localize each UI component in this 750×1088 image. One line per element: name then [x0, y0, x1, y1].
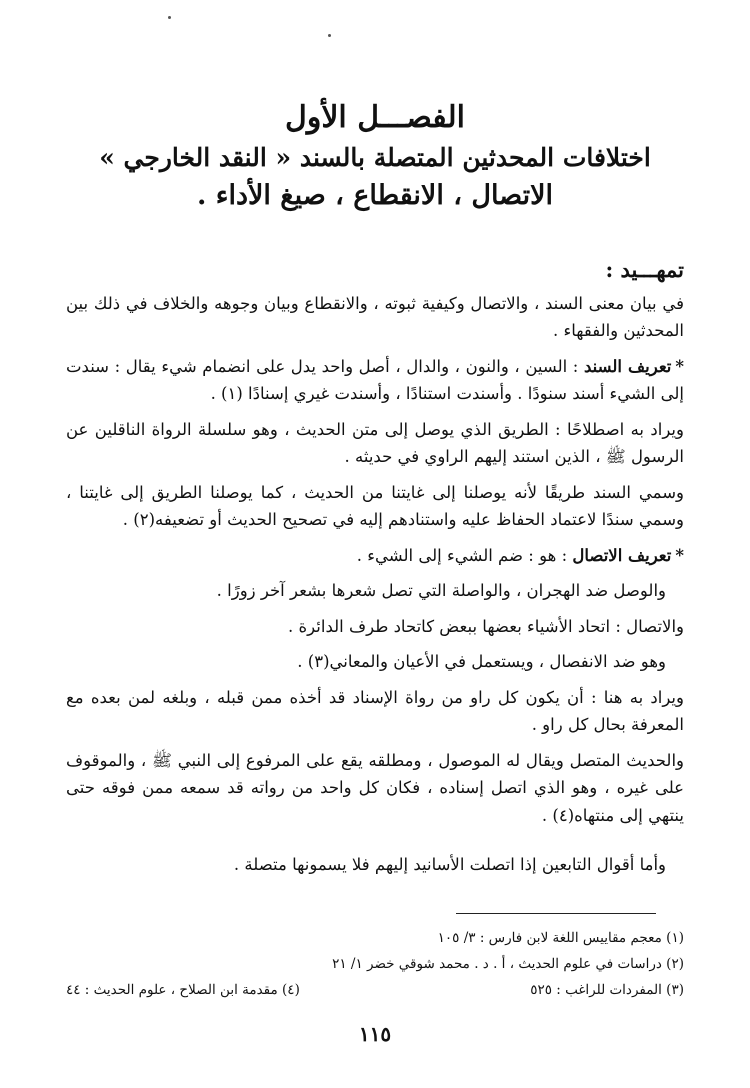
- chapter-title: الفصـــل الأول: [285, 100, 465, 135]
- paragraph-opposite: وهو ضد الانفصال ، ويستعمل في الأعيان والمعاني(٣) .: [297, 652, 666, 671]
- footnote-divider: [456, 913, 656, 914]
- paragraph-naming: وسمي السند طريقًا لأنه يوصلنا إلى غايتنا من الحديث ، كما يوصلنا الطريق إلى غايتنا ، وسمي سندًا لاعتماد الحفاظ عليه واستنادهم إليه في تصحيح الحديث أو تضعيفه(٢) .: [66, 482, 684, 529]
- page-number: ١١٥: [358, 1022, 392, 1046]
- scan-speck: [168, 16, 171, 19]
- term-definition: : هو : ضم الشيء إلى الشيء .: [356, 545, 568, 565]
- term-label: تعريف الاتصال: [572, 545, 672, 565]
- footnote-1: (١) معجم مقاييس اللغة لابن فارس : ٣/ ١٠٥: [437, 930, 684, 946]
- paragraph-intro: في بيان معنى السند ، والاتصال وكيفية ثبوته ، والانقطاع وبيان وجوهه والخلاف في ذلك بين المحدثين والفقهاء .: [66, 293, 684, 340]
- main-text: [66, 256, 684, 887]
- paragraph-ittihad: والاتصال : اتحاد الأشياء بعضها ببعض كاتحاد طرف الدائرة .: [288, 616, 684, 636]
- footnote-3: (٣) المفردات للراغب : ٥٢٥: [530, 982, 684, 998]
- paragraph-sanad-definition: [66, 353, 684, 408]
- term-definition: : السين ، والنون ، والدال ، أصل واحد يدل على انضمام شيء يقال : سندت إلى الشيء أسند سنودًا . وأسندت استنادًا ، وأسندت غيري إسنادًا (١) .: [66, 356, 684, 403]
- chapter-header: [60, 100, 690, 211]
- scan-speck: [328, 34, 331, 37]
- chapter-topics: الاتصال ، الانقطاع ، صيغ الأداء .: [196, 180, 554, 211]
- term-label: تعريف السند: [583, 356, 672, 376]
- paragraph-muttasil-hadith: والحديث المتصل ويقال له الموصول ، ومطلقه يقع على المرفوع إلى النبي ﷺ ، والموقوف على غيره ، وهو الذي اتصل إسناده ، فكان كل واحد من رواته قد سمعه ممن فوقه حتى ينتهي إلى منتهاه(٤) .: [66, 750, 684, 825]
- bullet-star: *: [675, 356, 685, 376]
- paragraph-wasl: والوصل ضد الهجران ، والواصلة التي تصل شعرها بشعر آخر زورًا .: [216, 581, 666, 600]
- footnotes: [66, 925, 684, 1003]
- footnote-row: [66, 977, 684, 1003]
- bullet-star: *: [675, 545, 684, 565]
- paragraph-technical-meaning: ويراد به اصطلاحًا : الطريق الذي يوصل إلى متن الحديث ، وهو سلسلة الرواة الناقلين عن الرسول ﷺ ، الذين استند إليهم الراوي في حديثه .: [66, 419, 684, 466]
- paragraph-meaning-here: ويراد به هنا : أن يكون كل راو من رواة الإسناد قد أخذه ممن قبله ، وبلغه لمن بعده مع المعرفة بحال كل راو .: [66, 687, 684, 734]
- footnote-4: (٤) مقدمة ابن الصلاح ، علوم الحديث : ٤٤: [66, 982, 300, 998]
- chapter-subtitle: اختلافات المحدثين المتصلة بالسند « النقد الخارجي »: [99, 143, 651, 172]
- footnote-2: (٢) دراسات في علوم الحديث ، أ . د . محمد شوقي خضر ١/ ٢١: [332, 956, 684, 972]
- paragraph-tabiin: وأما أقوال التابعين إذا اتصلت الأسانيد إليهم فلا يسمونها متصلة .: [233, 855, 666, 874]
- paragraph-ittisal-definition: [66, 542, 684, 570]
- intro-heading: تمهـــيد :: [605, 257, 684, 282]
